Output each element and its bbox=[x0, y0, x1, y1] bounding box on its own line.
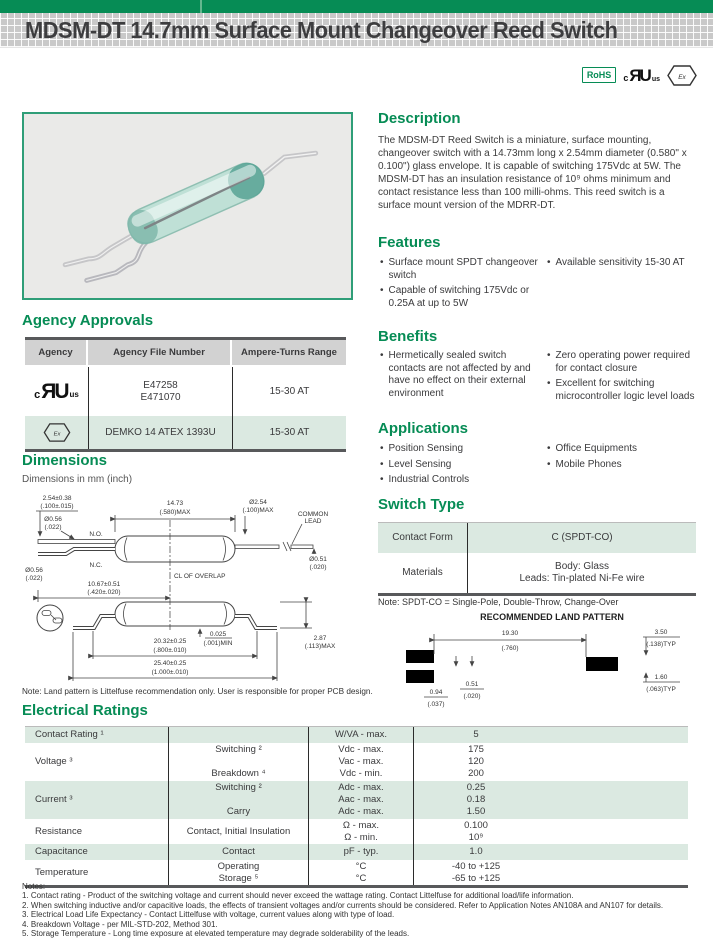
svg-text:Ex: Ex bbox=[678, 73, 686, 81]
list-item: • Excellent for switching microcontroller logic level loads bbox=[545, 378, 703, 403]
svg-text:(.113)MAX: (.113)MAX bbox=[304, 643, 336, 650]
table-row: Temperature Operating Storage ⁵ °C °C -40 to +125 -65 to +125 bbox=[25, 860, 688, 885]
list-item: • Capable of switching 175Vdc or 0.25A at up to 5W bbox=[378, 285, 540, 310]
electrical-ratings-heading: Electrical Ratings bbox=[22, 702, 148, 719]
atex-ex-icon bbox=[25, 416, 88, 449]
benefits-col2 bbox=[545, 350, 703, 406]
row-label: Resistance bbox=[35, 825, 82, 837]
svg-text:0.51: 0.51 bbox=[465, 681, 479, 688]
svg-text:(.022): (.022) bbox=[44, 524, 62, 531]
table-row: Voltage ³ Switching ² Breakdown ⁴ Vdc - max. Vac - max. Vdc - min. 175 120 200 bbox=[25, 743, 688, 781]
atex-ex-icon bbox=[667, 65, 697, 86]
svg-text:(.037): (.037) bbox=[427, 701, 445, 708]
table-header-row bbox=[25, 340, 346, 367]
table-row: Current ³ Switching ² Carry Adc - max. Aac - max. Adc - max. 0.25 0.18 1.50 bbox=[25, 781, 688, 819]
table-row: Resistance Contact, Initial Insulation Ω - max. Ω - min. 0.100 10⁹ bbox=[25, 819, 688, 844]
svg-text:Ø0.51: Ø0.51 bbox=[309, 556, 327, 563]
svg-text:3.50: 3.50 bbox=[654, 629, 668, 636]
switch-type-note: Note: SPDT-CO = Single-Pole, Double-Throw, Change-Over bbox=[378, 597, 619, 607]
switch-type-table bbox=[378, 522, 696, 596]
list-item: • Mobile Phones bbox=[545, 459, 703, 472]
page-title: MDSM-DT 14.7mm Surface Mount Changeover Reed Switch bbox=[25, 17, 618, 43]
ul-recognized-icon: c ЯU us bbox=[623, 65, 660, 85]
svg-text:(.001)MIN: (.001)MIN bbox=[203, 640, 233, 647]
agency-file-number: DEMKO 14 ATEX 1393U bbox=[88, 416, 232, 449]
table-row bbox=[25, 367, 346, 416]
svg-text:(.800±.010): (.800±.010) bbox=[153, 647, 187, 654]
svg-text:0.025: 0.025 bbox=[209, 631, 227, 638]
footnote: 4. Breakdown Voltage - per MIL-STD-202, Method 301. bbox=[22, 919, 218, 929]
svg-text:25.40±0.25: 25.40±0.25 bbox=[153, 660, 187, 667]
features-col1 bbox=[378, 257, 540, 313]
column-header: Agency File Number bbox=[88, 340, 232, 367]
column-header: Agency bbox=[25, 340, 88, 367]
footnote: 2. When switching inductive and/or capacitive loads, the effects of transient voltages and/or currents should be considered. Refer to Application Notes AN108A and AN107 for details. bbox=[22, 900, 664, 910]
row-label: Materials bbox=[402, 566, 443, 578]
list-item: • Position Sensing bbox=[378, 443, 543, 456]
column-header: Ampere-Turns Range bbox=[232, 340, 346, 367]
description-heading: Description bbox=[378, 110, 461, 127]
svg-text:(.100±.015): (.100±.015) bbox=[40, 503, 74, 510]
list-item: • Zero operating power required for contact closure bbox=[545, 350, 703, 375]
svg-text:10.67±0.51: 10.67±0.51 bbox=[87, 581, 121, 588]
svg-text:N.O.: N.O. bbox=[89, 531, 103, 538]
dimensions-note: Note: Land pattern is Littelfuse recommendation only. User is responsible for proper PCB design. bbox=[22, 687, 373, 696]
electrical-ratings-table bbox=[25, 726, 688, 888]
svg-text:LEAD: LEAD bbox=[304, 518, 322, 525]
switch-type-heading: Switch Type bbox=[378, 496, 465, 513]
list-item: • Surface mount SPDT changeover switch bbox=[378, 257, 540, 282]
svg-text:Ø0.56: Ø0.56 bbox=[44, 516, 62, 523]
svg-text:Ex: Ex bbox=[53, 431, 60, 438]
list-item: • Level Sensing bbox=[378, 459, 543, 472]
applications-col1 bbox=[378, 443, 543, 490]
svg-text:COMMON: COMMON bbox=[297, 511, 329, 518]
svg-text:2.87: 2.87 bbox=[313, 635, 327, 642]
applications-heading: Applications bbox=[378, 420, 469, 437]
ampere-turns-range: 15-30 AT bbox=[232, 416, 346, 449]
ampere-turns-range: 15-30 AT bbox=[232, 367, 346, 416]
svg-text:0.94: 0.94 bbox=[429, 689, 443, 696]
land-pattern-diagram bbox=[398, 624, 706, 708]
benefits-heading: Benefits bbox=[378, 328, 438, 345]
table-row: Capacitance Contact pF - typ. 1.0 bbox=[25, 844, 688, 860]
list-item: • Hermetically sealed switch contacts are not affected by and have no effect on their external environment bbox=[378, 350, 543, 400]
row-label: Contact Rating ¹ bbox=[35, 729, 104, 740]
table-row bbox=[378, 523, 696, 553]
title-band bbox=[0, 13, 713, 48]
svg-text:14.73: 14.73 bbox=[166, 500, 184, 507]
footnote: 3. Electrical Load Life Expectancy - Contact Littelfuse with voltage, current values along with type of load. bbox=[22, 910, 395, 920]
ul-recognized-icon: c ЯU us bbox=[34, 379, 79, 403]
footnotes-title: Notes: bbox=[22, 882, 46, 891]
svg-text:(.420±.020): (.420±.020) bbox=[87, 589, 121, 596]
dimensions-diagram bbox=[20, 490, 355, 685]
list-item: • Available sensitivity 15-30 AT bbox=[545, 257, 700, 270]
product-photo bbox=[22, 112, 353, 300]
row-value: Body: Glass Leads: Tin-plated Ni-Fe wire bbox=[467, 553, 696, 593]
footnote: 1. Contact rating - Product of the switching voltage and current should never exceed the wattage rating. Contact Littelfuse for additional load/life information. bbox=[22, 891, 574, 901]
svg-text:1.60: 1.60 bbox=[654, 674, 668, 681]
svg-text:2.54±0.38: 2.54±0.38 bbox=[42, 495, 72, 502]
agency-approvals-table bbox=[25, 337, 346, 452]
agency-file-number: E47258 E471070 bbox=[88, 367, 232, 416]
footnotes bbox=[22, 882, 702, 938]
agency-approvals-heading: Agency Approvals bbox=[22, 312, 154, 329]
rohs-badge-icon: RoHS bbox=[582, 67, 617, 83]
svg-text:(.580)MAX: (.580)MAX bbox=[159, 509, 191, 516]
svg-text:(1.000±.010): (1.000±.010) bbox=[151, 669, 189, 676]
table-row bbox=[25, 416, 346, 449]
svg-text:N.C.: N.C. bbox=[89, 562, 103, 569]
header-bar bbox=[0, 0, 713, 13]
benefits-col1 bbox=[378, 350, 543, 403]
table-row bbox=[378, 553, 696, 593]
svg-text:(.020): (.020) bbox=[463, 693, 481, 700]
row-value: C (SPDT-CO) bbox=[467, 523, 696, 553]
row-label: Current ³ bbox=[35, 794, 73, 805]
svg-text:(.020): (.020) bbox=[309, 564, 327, 571]
row-label: Temperature bbox=[35, 866, 89, 878]
list-item: • Office Equipments bbox=[545, 443, 703, 456]
row-label: Contact Form bbox=[392, 531, 453, 543]
features-heading: Features bbox=[378, 234, 441, 251]
dimensions-subtitle: Dimensions in mm (inch) bbox=[22, 474, 133, 485]
svg-text:CL OF OVERLAP: CL OF OVERLAP bbox=[174, 573, 226, 580]
footnote: 5. Storage Temperature - Long time exposure at elevated temperature may degrade solderability of the leads. bbox=[22, 929, 410, 938]
applications-col2 bbox=[545, 443, 703, 474]
svg-text:19.30: 19.30 bbox=[501, 630, 519, 637]
list-item: • Industrial Controls bbox=[378, 474, 543, 487]
svg-text:20.32±0.25: 20.32±0.25 bbox=[153, 638, 187, 645]
features-col2 bbox=[545, 257, 700, 273]
row-label: Voltage ³ bbox=[35, 756, 73, 767]
reed-switch-image bbox=[24, 114, 351, 298]
svg-text:(.022): (.022) bbox=[25, 575, 43, 582]
dimensions-heading: Dimensions bbox=[22, 452, 108, 469]
certification-badges bbox=[582, 63, 697, 87]
header-bar-divider bbox=[200, 0, 202, 13]
row-label: Capacitance bbox=[35, 846, 88, 857]
svg-text:Ø2.54: Ø2.54 bbox=[249, 499, 267, 506]
svg-text:(.100)MAX: (.100)MAX bbox=[242, 507, 274, 514]
svg-text:(.063)TYP: (.063)TYP bbox=[646, 686, 676, 693]
svg-text:(.138)TYP: (.138)TYP bbox=[646, 641, 676, 648]
svg-text:Ø0.56: Ø0.56 bbox=[25, 567, 43, 574]
land-pattern-title: RECOMMENDED LAND PATTERN bbox=[480, 612, 624, 622]
description-text: The MDSM-DT Reed Switch is a miniature, surface mounting, changeover switch with a 14.73mm long x 2.54mm diameter (0.580" x 0.100") glass envelope. It is capable of switching 175Vdc at 5W. The MDSM-DT has an insulation resistance of 10⁹ ohms minimum and contact resistance less than 100 milli-ohms. This reed switch is a surface mount version of the MDRR-DT. bbox=[378, 135, 687, 211]
svg-text:(.760): (.760) bbox=[501, 645, 519, 652]
table-row: Contact Rating ¹ W/VA - max. 5 bbox=[25, 727, 688, 743]
